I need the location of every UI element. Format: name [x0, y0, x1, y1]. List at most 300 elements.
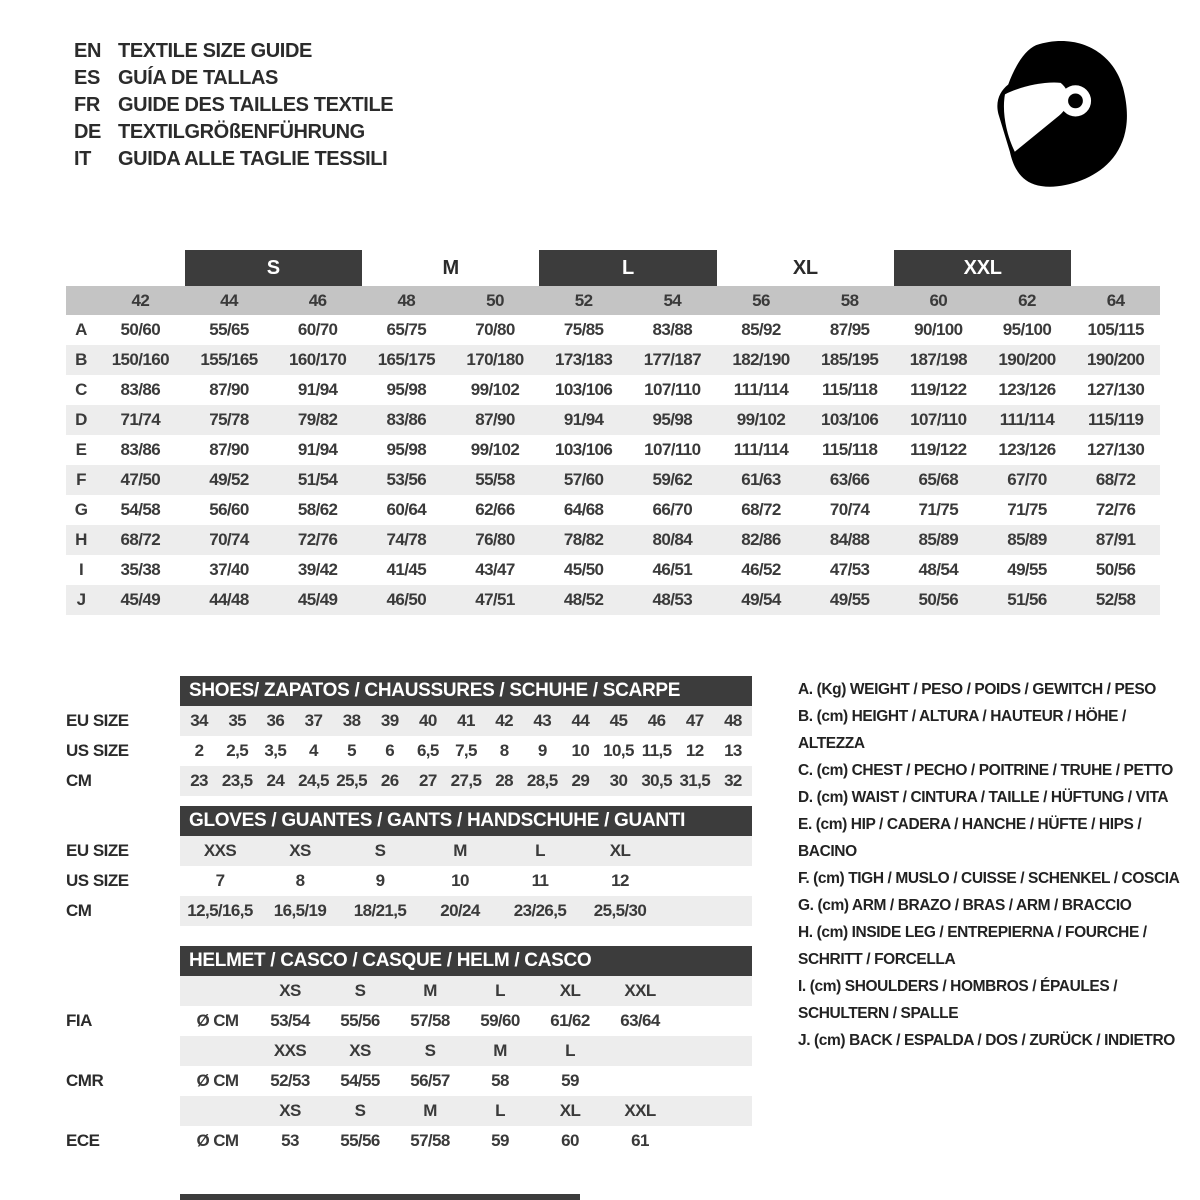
standard-label: ECE [66, 1131, 100, 1150]
numeric-size: 44 [220, 290, 238, 310]
size-label: L [565, 1041, 575, 1060]
row-letter: D [75, 410, 87, 429]
helmet-value-row [66, 1066, 752, 1096]
size-cell: 83/86 [120, 380, 161, 399]
value-cell: 12 [685, 741, 704, 760]
numeric-size: 60 [929, 290, 948, 310]
helmet-size-row [66, 1096, 752, 1126]
size-label: L [495, 1101, 505, 1120]
value-cell: 27 [419, 771, 437, 790]
value-cell [605, 1066, 675, 1096]
helmet-value-row [66, 1006, 752, 1036]
value-cell: 23 [190, 771, 208, 790]
row-letter: J [76, 590, 86, 609]
size-cell: 65/68 [918, 470, 959, 489]
value-cell: 9 [537, 741, 547, 760]
size-cell: 185/195 [821, 350, 879, 369]
row-label [66, 1036, 180, 1066]
size-cell: 187/198 [909, 350, 967, 369]
diameter-unit: Ø CM [196, 1131, 239, 1150]
value-cell: 29 [571, 771, 590, 790]
language-title: GUÍA DE TALLAS [118, 67, 278, 89]
size-cell: 115/119 [1087, 410, 1144, 429]
size-cell: 76/80 [475, 530, 515, 549]
size-cell: 67/70 [1007, 470, 1047, 489]
helmet-size-row [66, 1036, 752, 1066]
size-label: XS [279, 981, 301, 1000]
shoes-table [66, 706, 752, 796]
value-cell: 12 [611, 871, 629, 890]
size-cell: 70/80 [475, 320, 515, 339]
table-row [66, 896, 752, 926]
size-label: M [423, 981, 437, 1000]
value-cell: 7 [215, 871, 225, 890]
size-cell: 87/90 [475, 410, 515, 429]
value-cell: XXS [203, 841, 237, 860]
size-cell: 70/74 [209, 530, 249, 549]
diameter-unit: Ø CM [196, 1011, 239, 1030]
size-row [66, 405, 1160, 435]
size-table-body [66, 315, 1160, 615]
size-group-header-row [66, 250, 1160, 286]
size-cell: 49/55 [829, 590, 870, 609]
size-cell: 75/85 [563, 320, 604, 339]
legend-item: E. (cm) HIP / CADERA / HANCHE / HÜFTE / HIPS / BACINO [798, 816, 1142, 860]
textile-size-table [66, 250, 1160, 615]
size-cell: 95/98 [652, 410, 693, 429]
size-cell: 71/75 [918, 500, 959, 519]
size-label: S [354, 1101, 366, 1120]
size-cell: 111/114 [999, 410, 1055, 429]
value-cell: 47 [685, 711, 704, 730]
size-cell: 66/70 [652, 500, 693, 519]
size-cell: 182/190 [732, 350, 790, 369]
gloves-table [66, 836, 752, 926]
legend-item: C. (cm) CHEST / PECHO / POITRINE / TRUHE / PETTO [798, 762, 1173, 779]
size-cell: 83/86 [386, 410, 427, 429]
numeric-size: 62 [1018, 290, 1036, 310]
row-label: CM [66, 771, 92, 790]
value-cell: 44 [571, 711, 590, 730]
legend-item: I. (cm) SHOULDERS / HOMBROS / ÉPAULES / SCHULTERN / SPALLE [798, 978, 1118, 1022]
row-values [180, 706, 752, 736]
size-cell: 82/86 [741, 530, 781, 549]
standard-label: CMR [66, 1071, 104, 1090]
value-cell: 10 [451, 871, 469, 890]
size-cell: 90/100 [914, 320, 963, 339]
table-row [66, 766, 752, 796]
size-row [66, 465, 1160, 495]
table-row [66, 836, 752, 866]
size-cell: 50/60 [120, 320, 161, 339]
legend-item: B. (cm) HEIGHT / ALTURA / HAUTEUR / HÖHE / ALTEZZA [798, 708, 1126, 752]
value-cell: 11,5 [641, 741, 672, 760]
size-cell: 71/75 [1007, 500, 1047, 519]
size-cell: 75/78 [209, 410, 249, 429]
size-cell: 45/49 [120, 590, 161, 609]
row-label: CM [66, 901, 92, 920]
value-cell: 12,5/16,5 [187, 901, 253, 920]
value-cell: 59 [491, 1131, 509, 1150]
size-cell: 85/92 [741, 320, 781, 339]
racing-helmet-icon-svg [982, 30, 1146, 198]
legend-item: G. (cm) ARM / BRAZO / BRAS / ARM / BRACCIO [798, 897, 1132, 914]
row-letter: C [75, 380, 87, 399]
row-letter: F [76, 470, 86, 489]
standard-values [180, 1066, 752, 1096]
value-cell: 55/56 [340, 1131, 380, 1150]
value-cell: 23/26,5 [513, 901, 567, 920]
value-cell: 20/24 [440, 901, 480, 920]
size-cell: 80/84 [652, 530, 693, 549]
size-label: L [495, 981, 505, 1000]
size-cell: 68/72 [1095, 470, 1136, 489]
size-cell: 119/122 [910, 440, 967, 459]
value-cell: 38 [342, 711, 361, 730]
numeric-size: 58 [840, 290, 859, 310]
language-code: ES [74, 67, 100, 89]
size-cell: 55/65 [209, 320, 249, 339]
size-cell: 74/78 [386, 530, 427, 549]
size-cell: 107/110 [644, 380, 701, 399]
unit-spacer [180, 976, 255, 1006]
size-row [66, 435, 1160, 465]
size-cell: 95/98 [386, 380, 427, 399]
size-label: M [423, 1101, 437, 1120]
size-group-l: L [539, 250, 716, 286]
row-label: EU SIZE [66, 711, 129, 730]
value-cell: 10 [571, 741, 590, 760]
value-cell: 61 [631, 1131, 649, 1150]
size-cell: 48/53 [652, 590, 693, 609]
legend-item: D. (cm) WAIST / CINTURA / TAILLE / HÜFTUNG / VITA [798, 789, 1169, 806]
value-cell: 3,5 [264, 741, 287, 760]
corner-cell [66, 286, 96, 315]
size-cell: 85/89 [1007, 530, 1047, 549]
size-cell: 107/110 [644, 440, 701, 459]
value-cell: 11 [531, 871, 549, 890]
row-values [180, 766, 752, 796]
size-row [66, 315, 1160, 345]
size-cell: 95/100 [1002, 320, 1052, 339]
value-cell: 32 [724, 771, 742, 790]
language-title: TEXTILGRÖßENFÜHRUNG [118, 121, 365, 143]
row-letter: H [75, 530, 87, 549]
size-cell: 72/76 [297, 530, 338, 549]
size-cell: 52/58 [1095, 590, 1136, 609]
value-cell: 59 [561, 1071, 579, 1090]
value-cell: 9 [375, 871, 385, 890]
size-cell: 150/160 [111, 350, 169, 369]
value-cell: 61/62 [550, 1011, 590, 1030]
size-cell: 91/94 [297, 440, 338, 459]
value-cell: 63/64 [620, 1011, 660, 1030]
numeric-size: 50 [486, 290, 504, 310]
value-cell: 26 [380, 771, 399, 790]
size-cell: 155/165 [200, 350, 258, 369]
size-cell: 103/106 [555, 380, 613, 399]
size-cell: 57/60 [563, 470, 604, 489]
value-cell: 57/58 [410, 1131, 450, 1150]
size-cell: 46/52 [741, 560, 781, 579]
size-cell: 62/66 [475, 500, 515, 519]
size-cell: 83/88 [652, 320, 693, 339]
value-cell: 30,5 [641, 771, 672, 790]
size-label: XXL [624, 1101, 656, 1120]
value-cell: 31,5 [679, 771, 711, 790]
size-cell: 103/106 [555, 440, 613, 459]
size-cell: 87/90 [209, 440, 249, 459]
size-cell: 45/50 [563, 560, 604, 579]
row-letter: E [75, 440, 87, 459]
value-cell: 57/58 [410, 1011, 450, 1030]
diameter-unit: Ø CM [196, 1071, 239, 1090]
size-label [605, 1036, 675, 1066]
size-cell: 48/52 [563, 590, 604, 609]
value-cell: 37 [304, 711, 323, 730]
size-cell: 49/55 [1007, 560, 1047, 579]
row-label: US SIZE [66, 741, 129, 760]
size-cell: 190/200 [1087, 350, 1145, 369]
size-cell: 68/72 [741, 500, 781, 519]
language-code: FR [74, 94, 100, 116]
size-cell: 44/48 [209, 590, 249, 609]
value-cell: 60 [561, 1131, 579, 1150]
legend-item: F. (cm) TIGH / MUSLO / CUISSE / SCHENKEL / COSCIA [798, 870, 1180, 887]
size-cell: 61/63 [741, 470, 781, 489]
size-cell: 79/82 [297, 410, 338, 429]
value-cell: 2,5 [226, 741, 249, 760]
language-row [74, 38, 393, 65]
size-label: M [493, 1041, 507, 1060]
shoes-section [66, 676, 752, 796]
value-cell: 7,5 [455, 741, 477, 760]
value-cell: 52/53 [270, 1071, 310, 1090]
value-cell: 48 [724, 711, 742, 730]
size-cell: 56/60 [209, 500, 249, 519]
size-cell: 173/183 [555, 350, 613, 369]
standard-label: FIA [66, 1011, 92, 1030]
value-cell: 4 [309, 741, 318, 760]
size-cell: 103/106 [821, 410, 879, 429]
value-cell: L [535, 841, 545, 860]
gloves-section-title: GLOVES / GUANTES / GANTS / HANDSCHUHE / GUANTI [180, 806, 752, 836]
size-cell: 46/50 [386, 590, 427, 609]
value-cell: 24 [266, 771, 285, 790]
helmet-size-row [66, 976, 752, 1006]
size-cell: 127/130 [1087, 380, 1145, 399]
row-values [180, 896, 752, 926]
value-cell: 55/56 [340, 1011, 380, 1030]
size-cell: 63/66 [829, 470, 870, 489]
size-cell: 123/126 [998, 380, 1056, 399]
size-cell: 41/45 [386, 560, 427, 579]
size-cell: 115/118 [821, 380, 878, 399]
size-row [66, 555, 1160, 585]
size-label: XXL [624, 981, 656, 1000]
legend-item: H. (cm) INSIDE LEG / ENTREPIERNA / FOURCHE / SCHRITT / FORCELLA [798, 924, 1147, 968]
value-cell: 42 [495, 711, 513, 730]
value-cell: 35 [228, 711, 247, 730]
value-cell: 54/55 [340, 1071, 380, 1090]
row-label [66, 1096, 180, 1126]
size-cell: 50/56 [918, 590, 959, 609]
size-cell: 91/94 [297, 380, 338, 399]
size-label: S [354, 981, 366, 1000]
legend-item: J. (cm) BACK / ESPALDA / DOS / ZURÜCK / INDIETRO [798, 1032, 1175, 1049]
row-values [180, 866, 752, 896]
racing-helmet-icon [982, 30, 1146, 198]
unit-spacer [180, 1096, 255, 1126]
legend-item: A. (Kg) WEIGHT / PESO / POIDS / GEWITCH / PESO [798, 681, 1156, 698]
size-label: S [424, 1041, 436, 1060]
size-cell: 46/51 [652, 560, 693, 579]
size-cell: 115/118 [821, 440, 878, 459]
size-cell: 59/62 [652, 470, 693, 489]
value-cell: 18/21,5 [353, 901, 407, 920]
numeric-size: 42 [131, 290, 150, 310]
size-cell: 47/53 [829, 560, 870, 579]
value-cell: 28 [495, 771, 513, 790]
size-cell: 99/102 [736, 410, 786, 429]
helmet-table [66, 976, 752, 1156]
numeric-size: 48 [397, 290, 416, 310]
size-cell: 50/56 [1095, 560, 1136, 579]
size-cell: 53/56 [386, 470, 427, 489]
helmet-value-row [66, 1126, 752, 1156]
value-cell: XS [289, 841, 311, 860]
value-cell: 10,5 [603, 741, 634, 760]
language-title: TEXTILE SIZE GUIDE [118, 40, 312, 62]
size-cell: 47/51 [475, 590, 515, 609]
size-cell: 60/70 [297, 320, 338, 339]
size-label: XS [349, 1041, 371, 1060]
value-cell: 6 [385, 741, 395, 760]
size-cell: 43/47 [475, 560, 515, 579]
size-cell: 99/102 [470, 380, 520, 399]
value-cell: 59/60 [480, 1011, 520, 1030]
size-cell: 83/86 [120, 440, 161, 459]
size-cell: 87/95 [829, 320, 870, 339]
size-cell: 49/52 [209, 470, 249, 489]
size-label: XS [279, 1101, 301, 1120]
size-cell: 39/42 [297, 560, 338, 579]
value-cell: XL [609, 841, 631, 860]
unit-spacer [180, 1036, 255, 1066]
size-cell: 35/38 [120, 560, 161, 579]
measurement-legend [798, 676, 1194, 1054]
value-cell: 23,5 [221, 771, 253, 790]
value-cell: 53 [281, 1131, 299, 1150]
numeric-size: 64 [1106, 290, 1125, 310]
size-cell: 55/58 [475, 470, 515, 489]
size-cell: 160/170 [289, 350, 347, 369]
size-group-m: M [442, 256, 459, 279]
helmet-section [66, 946, 752, 1156]
value-cell: 25,5 [336, 771, 367, 790]
size-cell: 70/74 [829, 500, 870, 519]
table-row [66, 866, 752, 896]
size-cell: 47/50 [120, 470, 161, 489]
value-cell: 43 [533, 711, 552, 730]
value-cell: 24,5 [298, 771, 329, 790]
value-cell: 53/54 [270, 1011, 310, 1030]
value-cell: 16,5/19 [273, 901, 327, 920]
size-cell: 99/102 [470, 440, 520, 459]
size-cell: 87/91 [1095, 530, 1136, 549]
row-label: US SIZE [66, 871, 129, 890]
size-cell: 87/90 [209, 380, 249, 399]
size-cell: 45/49 [297, 590, 338, 609]
language-title: GUIDA ALLE TAGLIE TESSILI [118, 148, 388, 170]
size-cell: 48/54 [918, 560, 959, 579]
size-cell: 71/74 [120, 410, 161, 429]
value-cell: 13 [724, 741, 742, 760]
size-row [66, 375, 1160, 405]
language-row [74, 65, 393, 92]
size-group-xxl: XXL [894, 250, 1071, 286]
numeric-size-row [66, 286, 1160, 315]
size-cell: 60/64 [386, 500, 427, 519]
row-values [180, 836, 752, 866]
value-cell: 39 [380, 711, 399, 730]
size-cell: 68/72 [120, 530, 161, 549]
numeric-size: 54 [663, 290, 682, 310]
value-cell: 27,5 [450, 771, 482, 790]
value-cell: 56/57 [410, 1071, 450, 1090]
helmet-section-title: HELMET / CASCO / CASQUE / HELM / CASCO [180, 946, 752, 976]
value-cell: 25,5/30 [593, 901, 647, 920]
size-row [66, 495, 1160, 525]
size-cell: 123/126 [998, 440, 1056, 459]
row-letter: A [75, 320, 87, 339]
size-label: XXS [273, 1041, 307, 1060]
value-cell: 36 [266, 711, 285, 730]
value-cell: 8 [295, 871, 305, 890]
size-cell: 65/75 [386, 320, 427, 339]
shoes-section-title: SHOES/ ZAPATOS / CHAUSSURES / SCHUHE / SCARPE [180, 676, 752, 706]
size-label: XL [559, 981, 581, 1000]
size-labels [180, 1036, 752, 1066]
table-row [66, 706, 752, 736]
size-cell: 177/187 [643, 350, 701, 369]
cropped-section-bar [180, 1194, 580, 1200]
row-letter: B [75, 350, 87, 369]
standard-values [180, 1126, 752, 1156]
numeric-size: 56 [752, 290, 770, 310]
size-cell: 85/89 [918, 530, 959, 549]
size-cell: 190/200 [998, 350, 1056, 369]
size-cell: 111/114 [733, 380, 789, 399]
language-row [74, 146, 393, 173]
size-cell: 54/58 [120, 500, 161, 519]
value-cell: 28,5 [526, 771, 558, 790]
size-row [66, 345, 1160, 375]
row-values [180, 736, 752, 766]
size-cell: 51/56 [1007, 590, 1047, 609]
size-cell: 105/115 [1087, 320, 1144, 339]
size-cell: 58/62 [297, 500, 338, 519]
language-title: GUIDE DES TAILLES TEXTILE [118, 94, 394, 116]
row-label [66, 976, 180, 1006]
language-row [74, 92, 393, 119]
row-label: EU SIZE [66, 841, 129, 860]
size-row [66, 585, 1160, 615]
language-code: EN [74, 40, 101, 62]
value-cell: S [374, 841, 386, 860]
size-labels [180, 1096, 752, 1126]
size-cell: 170/180 [466, 350, 524, 369]
